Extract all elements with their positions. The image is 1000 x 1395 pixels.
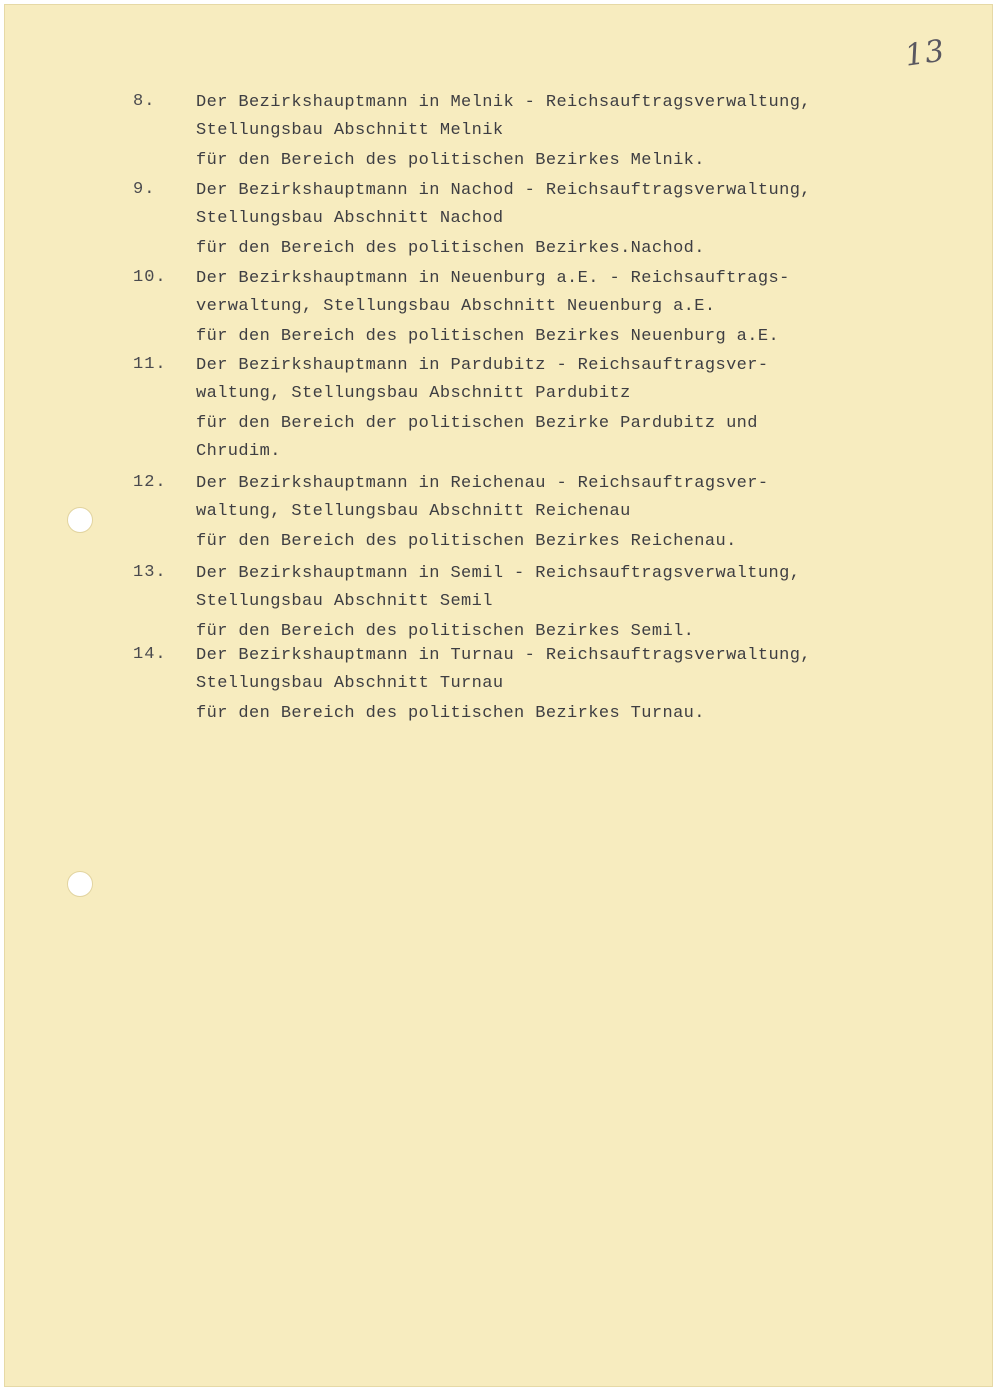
entry-line: Der Bezirkshauptmann in Nachod - Reichsauftragsverwaltung,: [196, 181, 811, 200]
entry-line: für den Bereich des politischen Bezirkes Neuenburg a.E.: [196, 327, 780, 346]
entry-number: 11.: [133, 355, 167, 374]
entry-line: für den Bereich des politischen Bezirkes.Nachod.: [196, 239, 705, 258]
entry-line: Der Bezirkshauptmann in Neuenburg a.E. - Reichsauftrags-: [196, 269, 790, 288]
punch-hole-upper: [67, 507, 93, 533]
entry-line: verwaltung, Stellungsbau Abschnitt Neuenburg a.E.: [196, 297, 716, 316]
entry-line: für den Bereich des politischen Bezirkes Melnik.: [196, 151, 705, 170]
entry-number: 12.: [133, 473, 167, 492]
entry-line: Stellungsbau Abschnitt Melnik: [196, 121, 504, 140]
entry-line: für den Bereich der politischen Bezirke Pardubitz und: [196, 414, 758, 433]
entry-line: Der Bezirkshauptmann in Reichenau - Reichsauftragsver-: [196, 474, 769, 493]
handwritten-page-number: 13: [902, 33, 948, 74]
entry-line: waltung, Stellungsbau Abschnitt Pardubitz: [196, 384, 631, 403]
entry-line: Der Bezirkshauptmann in Pardubitz - Reichsauftragsver-: [196, 356, 769, 375]
punch-hole-lower: [67, 871, 93, 897]
entry-line: für den Bereich des politischen Bezirkes Semil.: [196, 622, 695, 641]
entry-line: Der Bezirkshauptmann in Turnau - Reichsauftragsverwaltung,: [196, 646, 811, 665]
entry-line: Stellungsbau Abschnitt Semil: [196, 592, 493, 611]
entry-number: 9.: [133, 180, 156, 199]
entry-line: waltung, Stellungsbau Abschnitt Reichenau: [196, 502, 631, 521]
entry-line: Chrudim.: [196, 442, 281, 461]
entry-number: 14.: [133, 645, 167, 664]
entry-number: 10.: [133, 268, 167, 287]
entry-number: 13.: [133, 563, 167, 582]
entry-line: Stellungsbau Abschnitt Nachod: [196, 209, 504, 228]
entry-line: für den Bereich des politischen Bezirkes Reichenau.: [196, 532, 737, 551]
entry-line: Der Bezirkshauptmann in Melnik - Reichsauftragsverwaltung,: [196, 93, 811, 112]
entry-line: Der Bezirkshauptmann in Semil - Reichsauftragsverwaltung,: [196, 564, 801, 583]
entry-line: Stellungsbau Abschnitt Turnau: [196, 674, 504, 693]
entry-number: 8.: [133, 92, 156, 111]
entry-line: für den Bereich des politischen Bezirkes Turnau.: [196, 704, 705, 723]
